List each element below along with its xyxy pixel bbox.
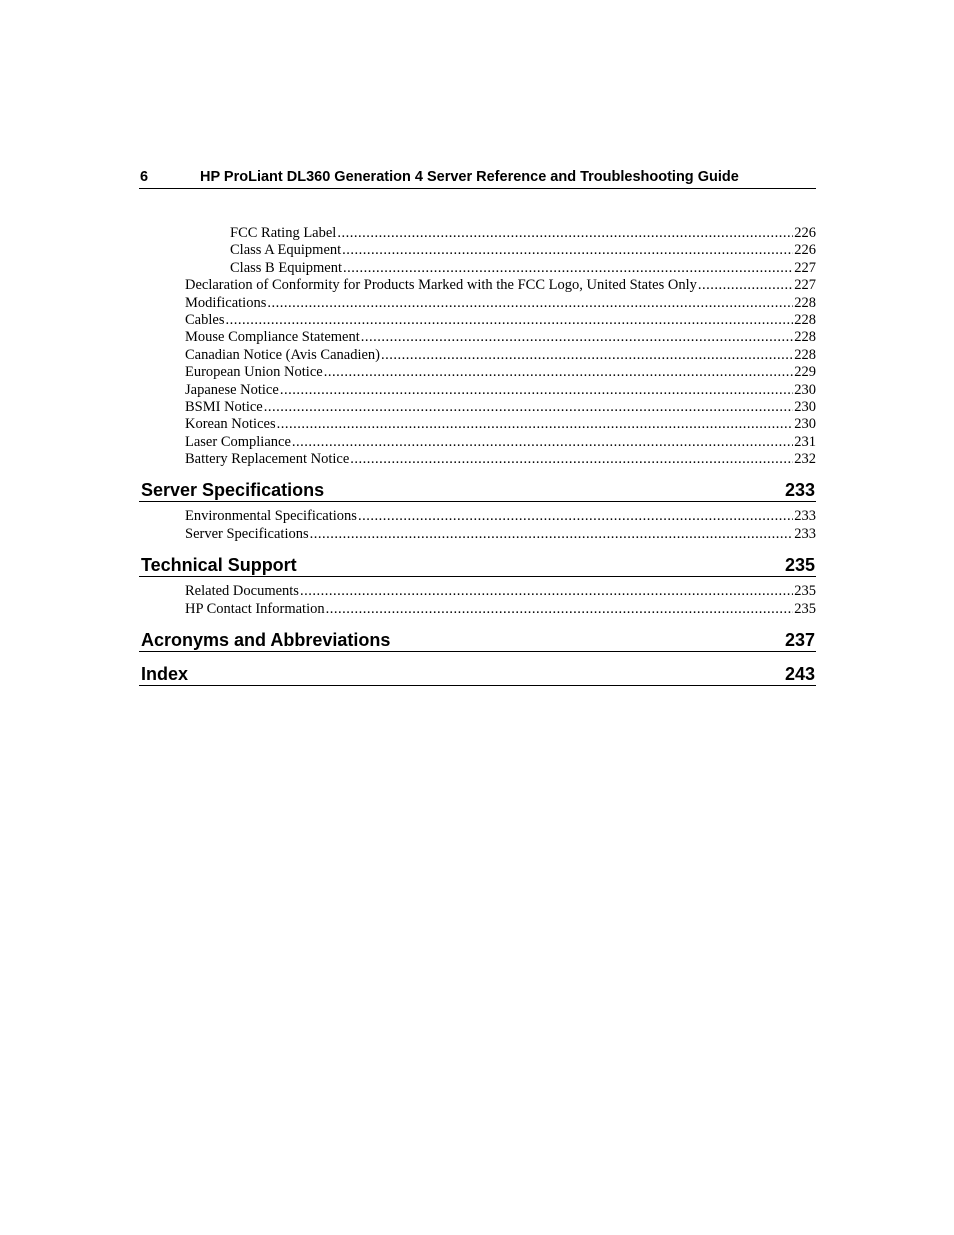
toc-entry[interactable] <box>139 434 816 451</box>
toc-entry-label: BSMI Notice <box>185 398 263 415</box>
toc-entry-page: 226 <box>794 225 816 241</box>
dot-leader <box>292 434 793 451</box>
toc-entry-page: 230 <box>794 381 816 398</box>
toc-entry-page: 227 <box>794 259 816 276</box>
dot-leader <box>342 242 793 259</box>
toc-entry[interactable] <box>139 382 816 399</box>
running-header <box>139 168 816 189</box>
toc-entry[interactable] <box>139 508 816 525</box>
dot-leader <box>381 347 793 364</box>
toc-entry-page: 228 <box>794 294 816 311</box>
toc-entry-label: Environmental Specifications <box>185 508 357 525</box>
toc-entry-label: Canadian Notice (Avis Canadien) <box>185 346 381 363</box>
toc-entry[interactable] <box>139 451 816 468</box>
toc-entry-label: Battery Replacement Notice <box>185 451 350 468</box>
toc-entry-label: Japanese Notice <box>185 381 279 398</box>
document-title: HP ProLiant DL360 Generation 4 Server Reference and Troubleshooting Guide <box>200 169 739 185</box>
chapter-page: 233 <box>784 480 815 501</box>
toc-chapter-server-specifications[interactable] <box>139 477 816 502</box>
toc-entry-label: Class B Equipment <box>230 259 342 276</box>
toc-chapter-index[interactable] <box>139 661 816 686</box>
toc-entry-page: 235 <box>794 583 816 600</box>
dot-leader <box>310 526 794 543</box>
toc-entry-page: 228 <box>794 346 816 363</box>
toc-entry-page: 231 <box>794 433 816 450</box>
dot-leader <box>300 583 793 600</box>
toc-entry[interactable] <box>139 329 816 346</box>
toc-entry[interactable] <box>139 277 816 294</box>
toc-entry-page: 235 <box>794 600 816 617</box>
toc-entry-page: 229 <box>794 364 816 381</box>
toc-entry[interactable] <box>139 364 816 381</box>
toc-entry-label: Declaration of Conformity for Products Marked with the FCC Logo, United States Only <box>185 277 697 294</box>
table-of-contents <box>139 225 816 686</box>
toc-entry[interactable] <box>139 416 816 433</box>
toc-entry-label: Laser Compliance <box>185 433 291 450</box>
chapter-title: Index <box>141 664 189 685</box>
toc-entry[interactable] <box>139 260 816 277</box>
dot-leader <box>350 451 793 468</box>
toc-entry-label: Related Documents <box>185 583 299 600</box>
toc-entry-label: European Union Notice <box>185 364 323 381</box>
chapter-title: Server Specifications <box>141 480 325 501</box>
toc-entry-page: 233 <box>794 525 816 542</box>
toc-entry-label: HP Contact Information <box>185 600 325 617</box>
dot-leader <box>326 601 794 618</box>
dot-leader <box>361 329 793 346</box>
toc-chapter-acronyms[interactable] <box>139 627 816 652</box>
toc-entry-label: Server Specifications <box>185 525 309 542</box>
chapter-page: 235 <box>784 555 815 576</box>
toc-entry-page: 228 <box>794 311 816 328</box>
toc-entry[interactable] <box>139 526 816 543</box>
page-number: 6 <box>140 169 149 185</box>
toc-entry[interactable] <box>139 347 816 364</box>
toc-entry-page: 232 <box>794 451 816 468</box>
dot-leader <box>343 260 793 277</box>
toc-entry[interactable] <box>139 312 816 329</box>
toc-entry[interactable] <box>139 225 816 242</box>
toc-entry-page: 233 <box>794 508 816 525</box>
dot-leader <box>267 295 793 312</box>
toc-entry-label: FCC Rating Label <box>230 225 337 241</box>
chapter-page: 237 <box>784 630 815 651</box>
dot-leader <box>324 364 794 381</box>
chapter-page: 243 <box>784 664 815 685</box>
toc-entry-page: 226 <box>794 242 816 259</box>
toc-entry-label: Mouse Compliance Statement <box>185 329 360 346</box>
toc-entry[interactable] <box>139 399 816 416</box>
chapter-title: Acronyms and Abbreviations <box>141 630 391 651</box>
toc-entry-page: 227 <box>794 277 816 294</box>
dot-leader <box>698 277 793 294</box>
toc-entry[interactable] <box>139 583 816 600</box>
toc-entry-page: 230 <box>794 398 816 415</box>
dot-leader <box>337 225 793 242</box>
toc-entry-label: Korean Notices <box>185 416 276 433</box>
dot-leader <box>225 312 793 329</box>
dot-leader <box>280 382 793 399</box>
toc-entry-page: 230 <box>794 416 816 433</box>
dot-leader <box>264 399 794 416</box>
chapter-title: Technical Support <box>141 555 297 576</box>
toc-entry-label: Class A Equipment <box>230 242 342 259</box>
toc-entry-label: Modifications <box>185 294 267 311</box>
toc-entry[interactable] <box>139 295 816 312</box>
toc-entry-page: 228 <box>794 329 816 346</box>
dot-leader <box>358 508 793 525</box>
toc-chapter-technical-support[interactable] <box>139 552 816 577</box>
toc-entry[interactable] <box>139 242 816 259</box>
dot-leader <box>277 416 794 433</box>
toc-entry-label: Cables <box>185 311 225 328</box>
toc-entry[interactable] <box>139 601 816 618</box>
